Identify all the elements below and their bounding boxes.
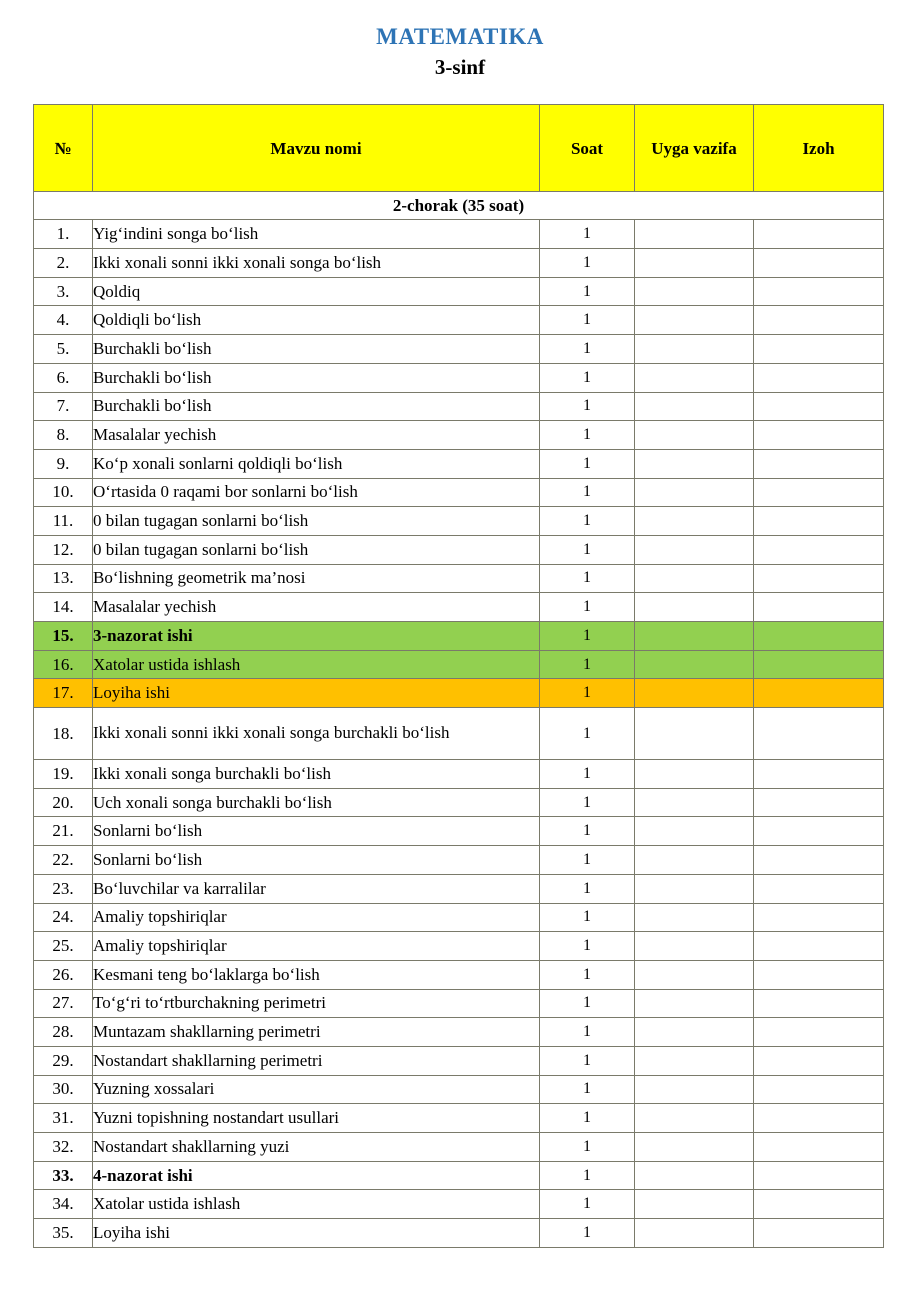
cell-note — [754, 392, 884, 421]
cell-no: 8. — [34, 421, 93, 450]
cell-topic: Ko‘p xonali sonlarni qoldiqli bo‘lish — [93, 449, 540, 478]
cell-hours: 1 — [540, 788, 635, 817]
table-row — [34, 421, 884, 450]
cell-topic: O‘rtasida 0 raqami bor sonlarni bo‘lish — [93, 478, 540, 507]
cell-homework — [635, 989, 754, 1018]
cell-note — [754, 564, 884, 593]
cell-hours: 1 — [540, 564, 635, 593]
cell-note — [754, 874, 884, 903]
cell-no: 31. — [34, 1104, 93, 1133]
cell-topic: Xatolar ustida ishlash — [93, 1190, 540, 1219]
cell-hours: 1 — [540, 507, 635, 536]
table-row — [34, 846, 884, 875]
table-row — [34, 989, 884, 1018]
document-page — [0, 24, 920, 1304]
table-header-row — [34, 105, 884, 192]
cell-note — [754, 989, 884, 1018]
cell-no: 32. — [34, 1133, 93, 1162]
cell-hours: 1 — [540, 220, 635, 249]
table-row — [34, 478, 884, 507]
cell-hours: 1 — [540, 593, 635, 622]
cell-hours: 1 — [540, 277, 635, 306]
cell-homework — [635, 277, 754, 306]
cell-hours: 1 — [540, 392, 635, 421]
cell-topic: Muntazam shakllarning perimetri — [93, 1018, 540, 1047]
cell-no: 14. — [34, 593, 93, 622]
cell-no: 15. — [34, 622, 93, 651]
table-row — [34, 449, 884, 478]
table-row — [34, 1104, 884, 1133]
cell-homework — [635, 1161, 754, 1190]
cell-homework — [635, 1190, 754, 1219]
cell-note — [754, 1190, 884, 1219]
cell-homework — [635, 449, 754, 478]
cell-topic: Nostandart shakllarning yuzi — [93, 1133, 540, 1162]
cell-note — [754, 421, 884, 450]
cell-note — [754, 1219, 884, 1248]
cell-homework — [635, 507, 754, 536]
cell-homework — [635, 478, 754, 507]
column-header-topic: Mavzu nomi — [93, 105, 540, 192]
cell-no: 23. — [34, 874, 93, 903]
cell-topic: 4-nazorat ishi — [93, 1161, 540, 1190]
cell-topic: Bo‘luvchilar va karralilar — [93, 874, 540, 903]
cell-note — [754, 960, 884, 989]
table-header — [34, 105, 884, 192]
section-header-row — [34, 192, 884, 220]
table-row — [34, 363, 884, 392]
cell-note — [754, 535, 884, 564]
table-row — [34, 249, 884, 278]
cell-no: 19. — [34, 760, 93, 789]
cell-topic: Burchakli bo‘lish — [93, 363, 540, 392]
cell-hours: 1 — [540, 989, 635, 1018]
cell-no: 11. — [34, 507, 93, 536]
cell-no: 2. — [34, 249, 93, 278]
table-row — [34, 650, 884, 679]
table-row — [34, 277, 884, 306]
cell-topic: Ikki xonali sonni ikki xonali songa burchakli bo‘lish — [93, 708, 540, 760]
table-row — [34, 593, 884, 622]
table-body — [34, 192, 884, 1247]
cell-topic: Masalalar yechish — [93, 421, 540, 450]
cell-no: 6. — [34, 363, 93, 392]
cell-hours: 1 — [540, 903, 635, 932]
cell-topic: 0 bilan tugagan sonlarni bo‘lish — [93, 535, 540, 564]
cell-hours: 1 — [540, 1219, 635, 1248]
column-header-note: Izoh — [754, 105, 884, 192]
cell-homework — [635, 306, 754, 335]
cell-homework — [635, 535, 754, 564]
table-row — [34, 760, 884, 789]
table-row — [34, 679, 884, 708]
cell-hours: 1 — [540, 421, 635, 450]
cell-homework — [635, 874, 754, 903]
cell-note — [754, 1133, 884, 1162]
cell-no: 1. — [34, 220, 93, 249]
cell-no: 13. — [34, 564, 93, 593]
table-row — [34, 392, 884, 421]
cell-note — [754, 249, 884, 278]
cell-hours: 1 — [540, 932, 635, 961]
cell-homework — [635, 220, 754, 249]
cell-no: 5. — [34, 335, 93, 364]
table-row — [34, 708, 884, 760]
table-row — [34, 1133, 884, 1162]
cell-hours: 1 — [540, 363, 635, 392]
table-row — [34, 1018, 884, 1047]
cell-note — [754, 903, 884, 932]
cell-note — [754, 788, 884, 817]
cell-homework — [635, 1018, 754, 1047]
cell-note — [754, 478, 884, 507]
table-row — [34, 1075, 884, 1104]
cell-note — [754, 507, 884, 536]
table-row — [34, 507, 884, 536]
cell-homework — [635, 421, 754, 450]
cell-note — [754, 679, 884, 708]
cell-note — [754, 1104, 884, 1133]
cell-homework — [635, 622, 754, 651]
table-row — [34, 903, 884, 932]
cell-no: 9. — [34, 449, 93, 478]
cell-hours: 1 — [540, 306, 635, 335]
cell-homework — [635, 679, 754, 708]
table-row — [34, 874, 884, 903]
cell-no: 30. — [34, 1075, 93, 1104]
cell-note — [754, 708, 884, 760]
cell-hours: 1 — [540, 1133, 635, 1162]
cell-topic: Masalalar yechish — [93, 593, 540, 622]
page-subtitle: 3-sinf — [434, 55, 486, 80]
cell-topic: Xatolar ustida ishlash — [93, 650, 540, 679]
cell-homework — [635, 788, 754, 817]
cell-hours: 1 — [540, 535, 635, 564]
cell-topic: Qoldiqli bo‘lish — [93, 306, 540, 335]
cell-no: 12. — [34, 535, 93, 564]
cell-topic: Sonlarni bo‘lish — [93, 846, 540, 875]
table-row — [34, 306, 884, 335]
cell-hours: 1 — [540, 478, 635, 507]
cell-homework — [635, 335, 754, 364]
cell-topic: Ikki xonali sonni ikki xonali songa bo‘lish — [93, 249, 540, 278]
table-row — [34, 1161, 884, 1190]
cell-topic: Yuzning xossalari — [93, 1075, 540, 1104]
cell-note — [754, 1075, 884, 1104]
cell-homework — [635, 760, 754, 789]
cell-hours: 1 — [540, 846, 635, 875]
cell-homework — [635, 1133, 754, 1162]
column-header-homework: Uyga vazifa — [635, 105, 754, 192]
table-row — [34, 622, 884, 651]
cell-topic: Bo‘lishning geometrik ma’nosi — [93, 564, 540, 593]
cell-hours: 1 — [540, 760, 635, 789]
cell-note — [754, 335, 884, 364]
cell-note — [754, 622, 884, 651]
cell-homework — [635, 1104, 754, 1133]
table-row — [34, 1190, 884, 1219]
cell-topic: Sonlarni bo‘lish — [93, 817, 540, 846]
cell-note — [754, 650, 884, 679]
cell-note — [754, 449, 884, 478]
cell-homework — [635, 817, 754, 846]
cell-topic: Yuzni topishning nostandart usullari — [93, 1104, 540, 1133]
cell-topic: Qoldiq — [93, 277, 540, 306]
page-title: MATEMATIKA — [376, 24, 544, 49]
cell-hours: 1 — [540, 960, 635, 989]
cell-no: 28. — [34, 1018, 93, 1047]
cell-homework — [635, 249, 754, 278]
cell-homework — [635, 903, 754, 932]
table-row — [34, 335, 884, 364]
cell-topic: Burchakli bo‘lish — [93, 335, 540, 364]
lesson-plan-table — [33, 104, 884, 1247]
cell-topic: Kesmani teng bo‘laklarga bo‘lish — [93, 960, 540, 989]
cell-no: 27. — [34, 989, 93, 1018]
cell-no: 10. — [34, 478, 93, 507]
cell-topic: Amaliy topshiriqlar — [93, 932, 540, 961]
cell-homework — [635, 960, 754, 989]
cell-note — [754, 817, 884, 846]
cell-topic: Burchakli bo‘lish — [93, 392, 540, 421]
cell-homework — [635, 708, 754, 760]
cell-hours: 1 — [540, 1161, 635, 1190]
cell-hours: 1 — [540, 874, 635, 903]
cell-no: 26. — [34, 960, 93, 989]
table-row — [34, 535, 884, 564]
cell-note — [754, 760, 884, 789]
cell-hours: 1 — [540, 650, 635, 679]
column-header-no: № — [34, 105, 93, 192]
cell-hours: 1 — [540, 679, 635, 708]
cell-note — [754, 846, 884, 875]
cell-hours: 1 — [540, 1190, 635, 1219]
table-row — [34, 788, 884, 817]
column-header-hours: Soat — [540, 105, 635, 192]
cell-no: 24. — [34, 903, 93, 932]
cell-no: 22. — [34, 846, 93, 875]
cell-no: 21. — [34, 817, 93, 846]
cell-hours: 1 — [540, 1075, 635, 1104]
cell-homework — [635, 1046, 754, 1075]
cell-no: 4. — [34, 306, 93, 335]
cell-no: 34. — [34, 1190, 93, 1219]
cell-homework — [635, 363, 754, 392]
cell-no: 35. — [34, 1219, 93, 1248]
cell-topic: Loyiha ishi — [93, 1219, 540, 1248]
cell-hours: 1 — [540, 1046, 635, 1075]
cell-hours: 1 — [540, 622, 635, 651]
cell-note — [754, 363, 884, 392]
cell-hours: 1 — [540, 335, 635, 364]
cell-hours: 1 — [540, 817, 635, 846]
cell-hours: 1 — [540, 449, 635, 478]
cell-note — [754, 220, 884, 249]
cell-note — [754, 1046, 884, 1075]
cell-topic: 3-nazorat ishi — [93, 622, 540, 651]
cell-hours: 1 — [540, 249, 635, 278]
table-row — [34, 564, 884, 593]
cell-homework — [635, 593, 754, 622]
cell-topic: Nostandart shakllarning perimetri — [93, 1046, 540, 1075]
cell-no: 18. — [34, 708, 93, 760]
cell-homework — [635, 564, 754, 593]
cell-no: 16. — [34, 650, 93, 679]
cell-topic: Yig‘indini songa bo‘lish — [93, 220, 540, 249]
table-row — [34, 817, 884, 846]
cell-homework — [635, 392, 754, 421]
cell-note — [754, 593, 884, 622]
cell-no: 20. — [34, 788, 93, 817]
cell-no: 33. — [34, 1161, 93, 1190]
cell-homework — [635, 846, 754, 875]
cell-topic: Ikki xonali songa burchakli bo‘lish — [93, 760, 540, 789]
table-row — [34, 960, 884, 989]
cell-no: 25. — [34, 932, 93, 961]
table-row — [34, 1219, 884, 1248]
table-row — [34, 932, 884, 961]
cell-homework — [635, 1075, 754, 1104]
cell-homework — [635, 650, 754, 679]
cell-no: 17. — [34, 679, 93, 708]
section-label: 2-chorak (35 soat) — [34, 192, 884, 220]
cell-topic: Amaliy topshiriqlar — [93, 903, 540, 932]
table-row — [34, 220, 884, 249]
cell-topic: Uch xonali songa burchakli bo‘lish — [93, 788, 540, 817]
cell-note — [754, 277, 884, 306]
cell-note — [754, 1161, 884, 1190]
cell-hours: 1 — [540, 708, 635, 760]
cell-no: 29. — [34, 1046, 93, 1075]
cell-homework — [635, 1219, 754, 1248]
cell-homework — [635, 932, 754, 961]
cell-note — [754, 932, 884, 961]
cell-topic: To‘g‘ri to‘rtburchakning perimetri — [93, 989, 540, 1018]
cell-note — [754, 306, 884, 335]
cell-note — [754, 1018, 884, 1047]
cell-topic: Loyiha ishi — [93, 679, 540, 708]
cell-hours: 1 — [540, 1104, 635, 1133]
cell-no: 7. — [34, 392, 93, 421]
cell-hours: 1 — [540, 1018, 635, 1047]
cell-no: 3. — [34, 277, 93, 306]
cell-topic: 0 bilan tugagan sonlarni bo‘lish — [93, 507, 540, 536]
table-row — [34, 1046, 884, 1075]
